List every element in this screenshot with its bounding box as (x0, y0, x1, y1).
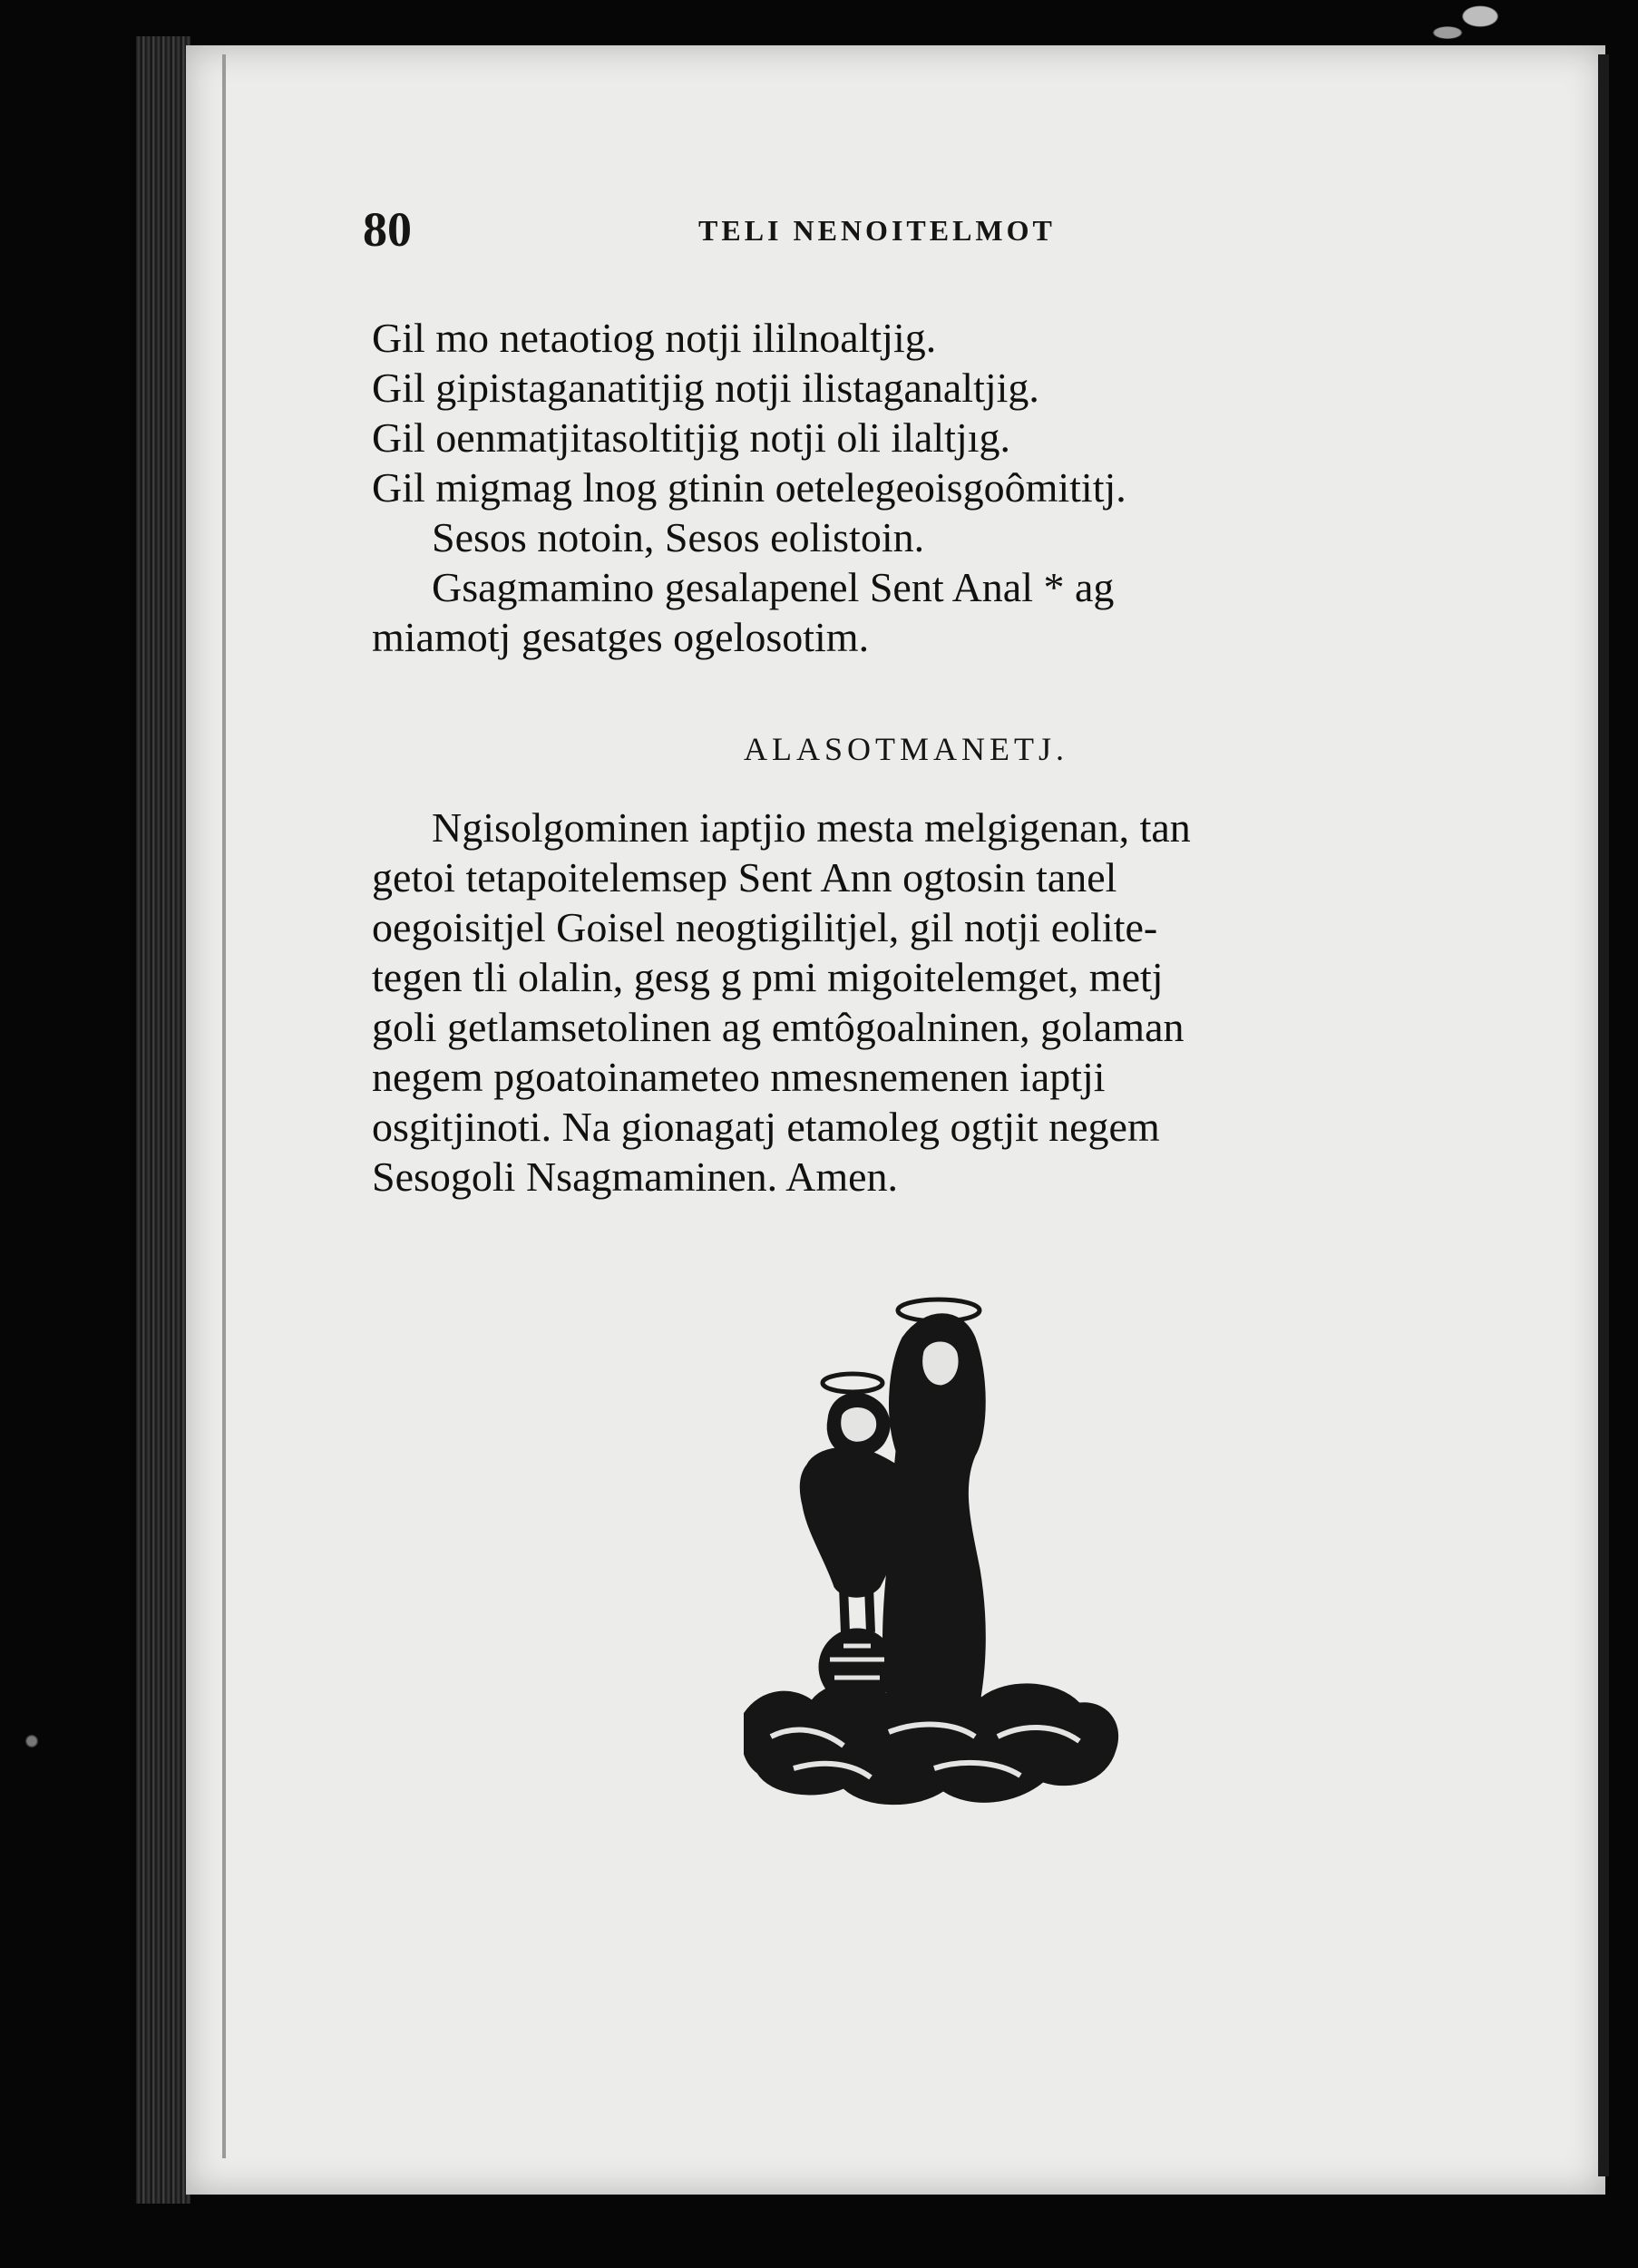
prayer-line: Ngisolgominen iaptjio mesta melgigenan, tan (432, 804, 1191, 851)
prayer-line: getoi tetapoitelemsep Sent Ann ogtosin tanel (372, 854, 1117, 900)
mary-face (922, 1341, 959, 1386)
page-gutter-line (222, 54, 226, 2158)
prayer-line: goli getlamsetolinen ag emtôgoalninen, golaman (372, 1004, 1185, 1050)
running-head: TELI NENOITELMOT (698, 214, 1056, 247)
verse-line: Gil mo netaotiog notji ililnoaltjig. (372, 315, 937, 361)
page-number: 80 (363, 202, 412, 257)
prayer-paragraph (372, 803, 1460, 1202)
scan-speck (18, 1723, 45, 1759)
prayer-line: osgitjinoti. Na gionagatj etamoleg ogtjit negem (372, 1104, 1160, 1150)
prayer-line: tegen tli olalin, gesg g pmi migoitelemget, metj (372, 954, 1164, 1000)
verse-line: Gil oenmatjitasoltitjig notji oli ilaltjıg. (372, 414, 1011, 461)
verse-line: Gsagmamino gesalapenel Sent Anal * ag (432, 564, 1115, 610)
section-title: ALASOTMANETJ. (744, 731, 1068, 767)
madonna-woodcut-illustration (744, 1288, 1125, 1823)
cloud-base (744, 1682, 1118, 1804)
verse-block (372, 313, 1460, 662)
child-face (841, 1407, 877, 1443)
verse-line: Gil gipistaganatitjig notji ilistaganaltjig. (372, 365, 1039, 411)
page-header (363, 201, 1451, 265)
book-page-edges (136, 36, 190, 2204)
corner-scan-artifact (1415, 0, 1524, 54)
prayer-line: Sesogoli Nsagmaminen. Amen. (372, 1153, 899, 1200)
verse-line: Sesos notoin, Sesos eolistoin. (432, 514, 925, 560)
child-halo (823, 1374, 882, 1392)
verse-line: miamotj gesatges ogelosotim. (372, 614, 870, 660)
prayer-line: oegoisitjel Goisel neogtigilitjel, gil notji eolite- (372, 904, 1158, 950)
prayer-line: negem pgoatoinameteo nmesnemenen iaptji (372, 1054, 1106, 1100)
verse-line: Gil migmag lnog gtinin oetelegeoisgoômititj. (372, 464, 1126, 511)
page-right-edge (1598, 54, 1609, 2176)
